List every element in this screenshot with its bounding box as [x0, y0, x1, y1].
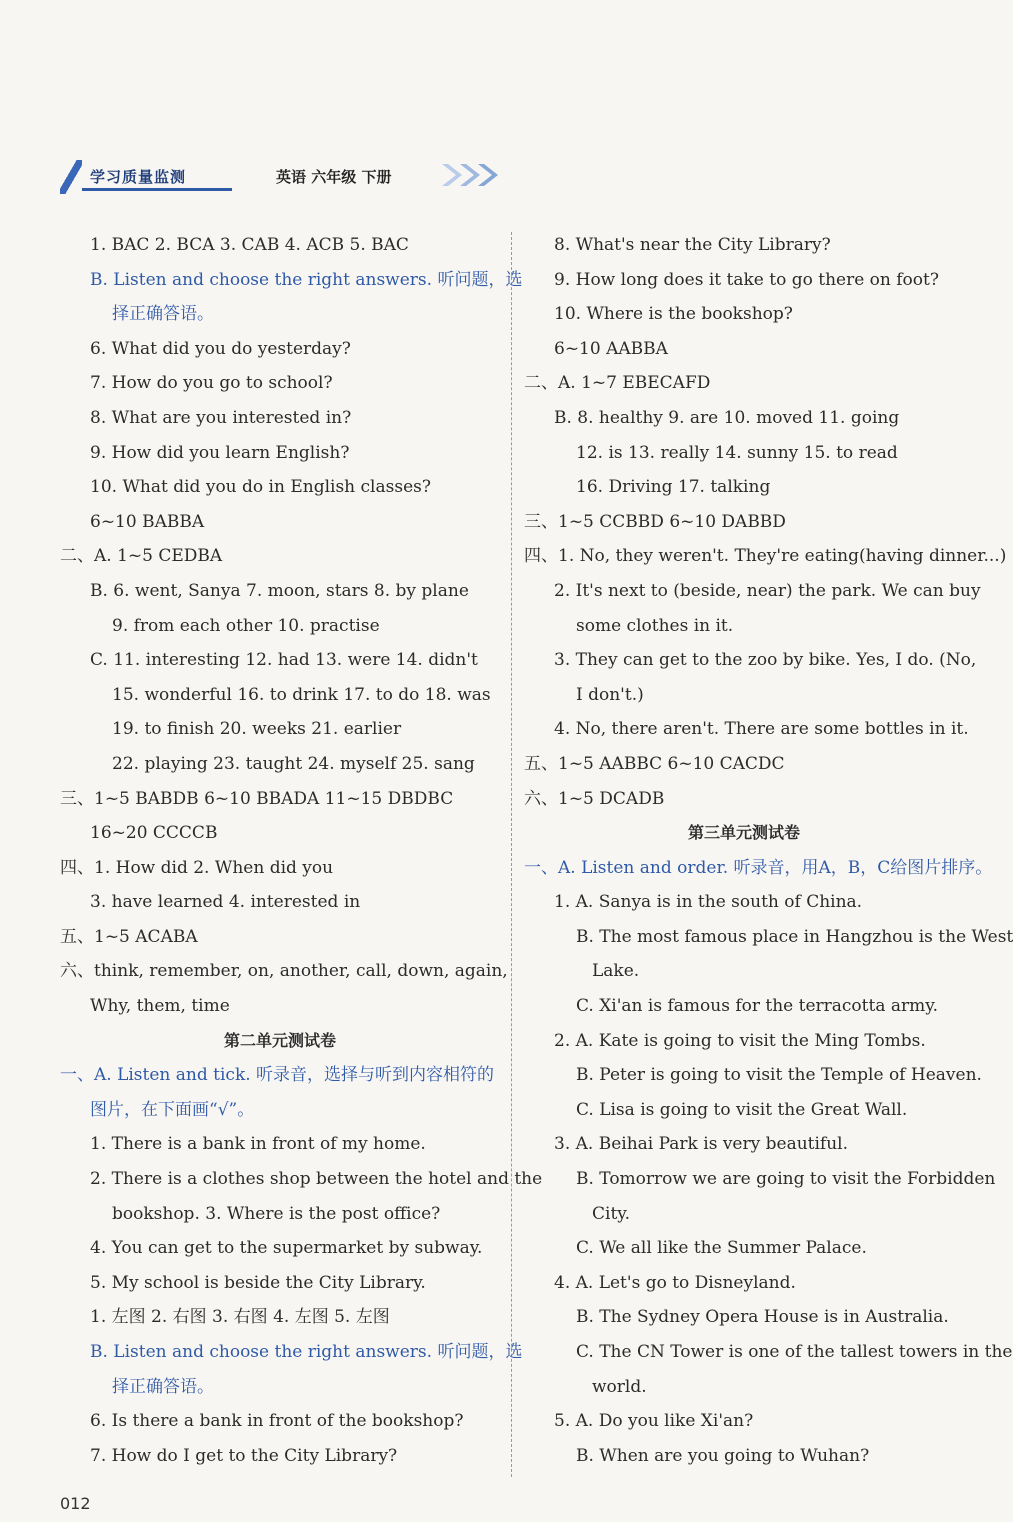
answer-line: 三、1~5 BABDB 6~10 BBADA 11~15 DBDBC: [60, 788, 454, 809]
answer-line: world.: [592, 1376, 647, 1397]
answer-line: B. Tomorrow we are going to visit the Forbidden: [576, 1169, 996, 1190]
answer-line: 3. have learned 4. interested in: [90, 892, 361, 913]
answer-line: 二、A. 1~7 EBECAFD: [524, 373, 711, 394]
answer-line: bookshop. 3. Where is the post office?: [112, 1203, 441, 1224]
answer-line: 7. How do you go to school?: [90, 373, 333, 394]
page-header: [60, 158, 460, 194]
answer-line: 二、A. 1~5 CEDBA: [60, 546, 223, 567]
answer-line: 10. Where is the bookshop?: [554, 304, 793, 325]
answer-line: 16. Driving 17. talking: [576, 477, 771, 498]
answer-line: 3. They can get to the zoo by bike. Yes, I do. (No,: [554, 650, 977, 671]
column-divider: [511, 232, 512, 1477]
answer-line: 22. playing 23. taught 24. myself 25. sang: [112, 753, 475, 774]
answer-line: 2. There is a clothes shop between the hotel and the: [90, 1169, 543, 1190]
answer-line: 5. A. Do you like Xi'an?: [554, 1411, 754, 1432]
answer-line: 6. Is there a bank in front of the bookshop?: [90, 1411, 464, 1432]
book-title: 学习质量监测: [90, 168, 187, 186]
answer-line: 8. What's near the City Library?: [554, 235, 831, 255]
answer-line: 4. You can get to the supermarket by subway.: [90, 1238, 483, 1259]
book-subject: 英语 六年级 下册: [276, 168, 392, 186]
answer-line: B. The Sydney Opera House is in Australia.: [576, 1307, 949, 1328]
answer-line: 1. A. Sanya is in the south of China.: [554, 892, 863, 913]
answer-line: 8. What are you interested in?: [90, 407, 352, 428]
answer-line: 3. A. Beihai Park is very beautiful.: [554, 1134, 849, 1155]
answer-line: 7. How do I get to the City Library?: [90, 1445, 398, 1466]
answer-line: 2. A. Kate is going to visit the Ming Tombs.: [554, 1030, 926, 1051]
answer-line: 1. BAC 2. BCA 3. CAB 4. ACB 5. BAC: [90, 235, 409, 255]
answer-line: 5. My school is beside the City Library.: [90, 1272, 426, 1293]
answer-line: 9. from each other 10. practise: [112, 615, 380, 636]
answer-line: 1. 左图 2. 右图 3. 右图 4. 左图 5. 左图: [90, 1307, 390, 1328]
chevron-arrows-icon: [440, 160, 502, 190]
answer-line: 9. How did you learn English?: [90, 442, 350, 463]
right-column: [524, 228, 1013, 1473]
answer-line: Lake.: [592, 961, 640, 982]
header-underline: [82, 188, 232, 191]
answer-line: B. Peter is going to visit the Temple of Heaven.: [576, 1065, 982, 1086]
answer-line: 4. No, there aren't. There are some bottles in it.: [554, 719, 969, 740]
answer-line: B. 8. healthy 9. are 10. moved 11. going: [554, 407, 900, 428]
answer-line: B. 6. went, Sanya 7. moon, stars 8. by plane: [90, 580, 469, 601]
answer-line: 9. How long does it take to go there on foot?: [554, 269, 939, 290]
answer-line: 15. wonderful 16. to drink 17. to do 18. was: [112, 684, 491, 705]
answer-line: 五、1~5 ACABA: [60, 926, 198, 947]
page-number: 012: [60, 1494, 91, 1513]
answer-line: B. When are you going to Wuhan?: [576, 1445, 870, 1466]
answer-line: I don't.): [576, 684, 644, 705]
answer-line: 19. to finish 20. weeks 21. earlier: [112, 719, 402, 740]
answer-line: 6~10 BABBA: [90, 511, 205, 532]
answer-line: 第二单元测试卷: [223, 1030, 336, 1050]
answer-line: 10. What did you do in English classes?: [90, 477, 431, 498]
answer-line: 6~10 AABBA: [554, 338, 668, 359]
answer-line: 16~20 CCCCB: [90, 823, 218, 844]
answer-line: 六、think, remember, on, another, call, down, again,: [60, 961, 508, 982]
answer-line: 择正确答语。: [112, 304, 214, 325]
answer-line: 4. A. Let's go to Disneyland.: [554, 1272, 796, 1293]
answer-line: 六、1~5 DCADB: [524, 788, 665, 809]
answer-line: City.: [592, 1203, 631, 1224]
answer-line: 一、A. Listen and order. 听录音，用A，B，C给图片排序。: [524, 857, 993, 878]
answer-line: B. The most famous place in Hangzhou is the West: [576, 926, 1013, 947]
answer-line: Why, them, time: [90, 996, 230, 1017]
answer-line: C. We all like the Summer Palace.: [576, 1238, 867, 1259]
answer-line: 三、1~5 CCBBD 6~10 DABBD: [524, 511, 786, 532]
answer-line: 1. There is a bank in front of my home.: [90, 1134, 426, 1155]
answer-line: 6. What did you do yesterday?: [90, 338, 351, 359]
answer-line: 四、1. How did 2. When did you: [60, 857, 334, 878]
pen-stroke-icon: [60, 160, 82, 194]
answer-line: 择正确答语。: [112, 1376, 214, 1397]
answer-line: 五、1~5 AABBC 6~10 CACDC: [524, 753, 785, 774]
answer-line: 四、1. No, they weren't. They're eating(having dinner...): [524, 546, 1007, 567]
answer-line: 图片，在下面画“√”。: [90, 1099, 255, 1120]
answer-line: B. Listen and choose the right answers. 听问题，选: [90, 269, 523, 290]
answer-line: 第三单元测试卷: [687, 823, 800, 843]
left-column: [60, 228, 543, 1473]
answer-line: 一、A. Listen and tick. 听录音，选择与听到内容相符的: [60, 1065, 495, 1086]
answer-line: C. The CN Tower is one of the tallest towers in the: [576, 1342, 1013, 1362]
answer-line: 12. is 13. really 14. sunny 15. to read: [576, 442, 898, 463]
answer-line: C. Xi'an is famous for the terracotta army.: [576, 996, 939, 1017]
answer-line: C. 11. interesting 12. had 13. were 14. didn't: [90, 650, 478, 671]
answer-line: 2. It's next to (beside, near) the park. We can buy: [554, 580, 981, 601]
answer-line: some clothes in it.: [576, 615, 734, 636]
answer-line: C. Lisa is going to visit the Great Wall.: [576, 1099, 908, 1120]
answer-line: B. Listen and choose the right answers. 听问题，选: [90, 1342, 523, 1362]
